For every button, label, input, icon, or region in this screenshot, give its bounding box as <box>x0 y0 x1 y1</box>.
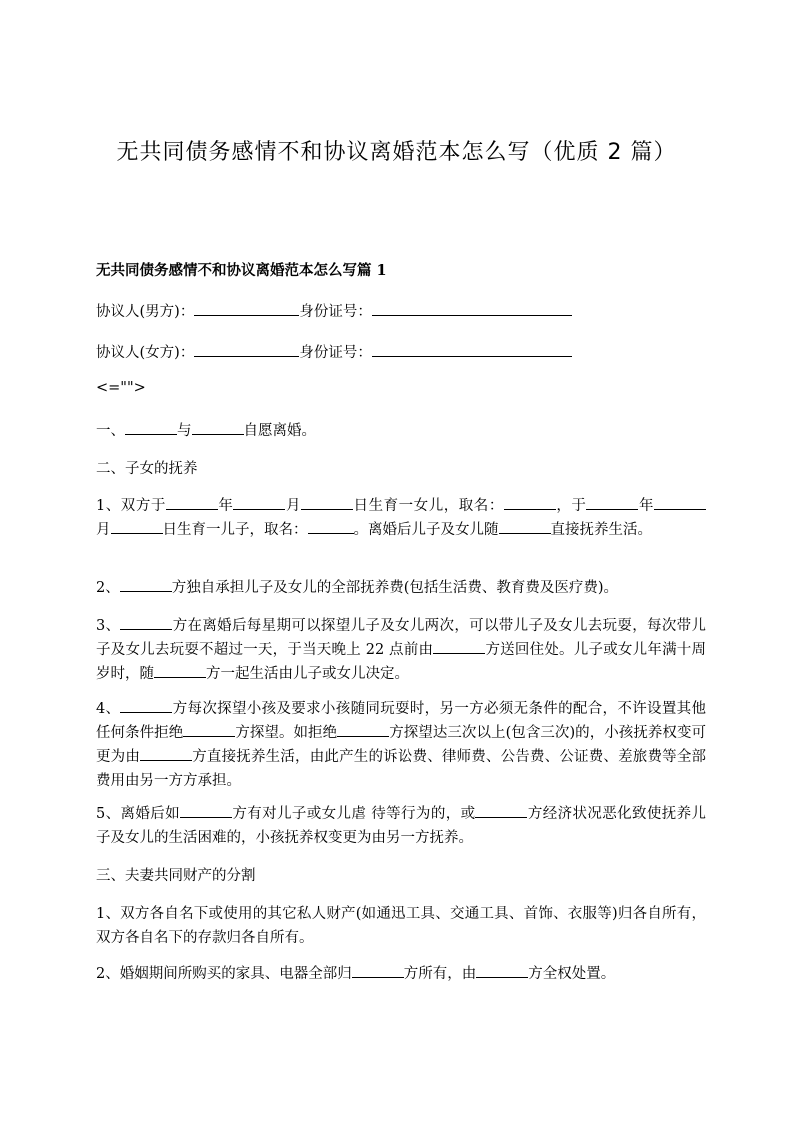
blank <box>111 518 163 534</box>
female-party-line <box>96 341 706 365</box>
heading-property-division: 三、夫妻共同财产的分割 <box>96 868 256 884</box>
clause-text: 方经济状况恶化致使抚养儿子及女儿的生活困难的，小孩抚养权变更为由另一方抚养。 <box>96 806 707 846</box>
paragraph-3 <box>96 614 706 686</box>
clause-text: 方探望。如拒绝 <box>235 725 338 741</box>
blank <box>433 638 485 654</box>
heading-child-custody: 二、子女的抚养 <box>96 461 198 477</box>
artifact-line: <=""> <box>96 380 146 396</box>
female-id-blank <box>372 341 572 357</box>
paragraph-4 <box>96 697 706 793</box>
blank <box>183 721 235 737</box>
section-heading: 无共同债务感情不和协议离婚范本怎么写篇 1 <box>96 262 387 279</box>
property-clause-1: 1、双方各自名下或使用的其它私人财产(如通迅工具、交通工具、首饰、衣服等)归各自所有，双方各自名下的存款归各自所有。 <box>96 906 706 946</box>
female-name-blank <box>194 341 299 357</box>
female-id-label: 身份证号： <box>299 345 372 361</box>
clause-text: 2、 <box>96 580 120 596</box>
blank <box>180 802 232 818</box>
clause-text: 方全权处置。 <box>528 966 616 982</box>
clause-text: 3、 <box>96 618 121 634</box>
paragraph-5 <box>96 802 706 850</box>
blank <box>125 419 177 435</box>
clause-text: 4、 <box>96 701 121 717</box>
property-clause-2 <box>96 962 706 986</box>
clause-text: 方所有，由 <box>403 966 477 982</box>
blank <box>120 576 172 592</box>
blank <box>476 962 528 978</box>
blank <box>166 494 218 510</box>
blank <box>192 419 244 435</box>
blank <box>475 802 527 818</box>
paragraph-2 <box>96 576 706 600</box>
clause-text: 方送回住处。儿子或女儿年满十周岁时，随 <box>96 642 707 682</box>
clause-text: 方有对儿子或女儿虐 待等行为的，或 <box>232 806 476 822</box>
blank <box>499 518 551 534</box>
clause-1 <box>96 419 706 443</box>
clause-text: 日生育一儿子，取名： <box>162 522 308 538</box>
blank <box>352 962 404 978</box>
clause-text: 月 <box>96 522 111 538</box>
clause-text: 。离婚后儿子及女儿随 <box>353 522 499 538</box>
blank <box>140 745 192 761</box>
clause-text: 方探望达三次以上(包含三次)的，小孩抚养权变可更为由 <box>96 725 707 765</box>
clause-text: 方在离婚后每星期可以探望儿子及女儿两次，可以带儿子及女儿去玩耍，每次带儿子及女儿去玩耍不超过一天，于当天晚上 22 点前由 <box>96 618 706 658</box>
clause-text: 自愿离婚。 <box>243 423 316 439</box>
clause-text: 方独自承担儿子及女儿的全部抚养费(包括生活费、教育费及医疗费)。 <box>171 580 619 596</box>
clause-text: ，于 <box>555 498 587 514</box>
paragraph-1 <box>96 494 706 542</box>
blank <box>586 494 638 510</box>
blank <box>504 494 556 510</box>
clause-text: 年 <box>638 498 655 514</box>
male-name-blank <box>194 300 299 316</box>
male-id-blank <box>372 300 572 316</box>
clause-text: 5、离婚后如 <box>96 806 181 822</box>
clause-text: 一、 <box>96 423 125 439</box>
clause-text: 方每次探望小孩及要求小孩随同玩耍时，另一方必须无条件的配合，不许设置其他任何条件拒绝 <box>96 701 706 741</box>
blank <box>301 494 353 510</box>
blank <box>120 614 172 630</box>
clause-text: 方一起生活由儿子或女儿决定。 <box>206 666 409 682</box>
clause-text: 方直接抚养生活，由此产生的诉讼费、律师费、公告费、公证费、差旅费等全部费用由另一方方承担。 <box>96 749 707 789</box>
clause-text: 月 <box>285 498 302 514</box>
blank <box>308 518 354 534</box>
male-party-label: 协议人(男方)： <box>96 304 195 320</box>
clause-text: 直接抚养生活。 <box>550 522 652 538</box>
clause-text: 1、双方于 <box>96 498 166 514</box>
clause-text: 日生育一女儿，取名： <box>353 498 504 514</box>
clause-text: 年 <box>217 498 234 514</box>
clause-text: 2、婚姻期间所购买的家具、电器全部归 <box>96 966 352 982</box>
blank <box>120 697 172 713</box>
female-party-label: 协议人(女方)： <box>96 345 195 361</box>
blank <box>154 662 206 678</box>
male-party-line <box>96 300 706 324</box>
blank <box>233 494 285 510</box>
blank <box>337 721 389 737</box>
page-title: 无共同债务感情不和协议离婚范本怎么写（优质 2 篇） <box>116 140 677 165</box>
blank <box>654 494 706 510</box>
male-id-label: 身份证号： <box>299 304 372 320</box>
clause-text: 与 <box>177 423 192 439</box>
